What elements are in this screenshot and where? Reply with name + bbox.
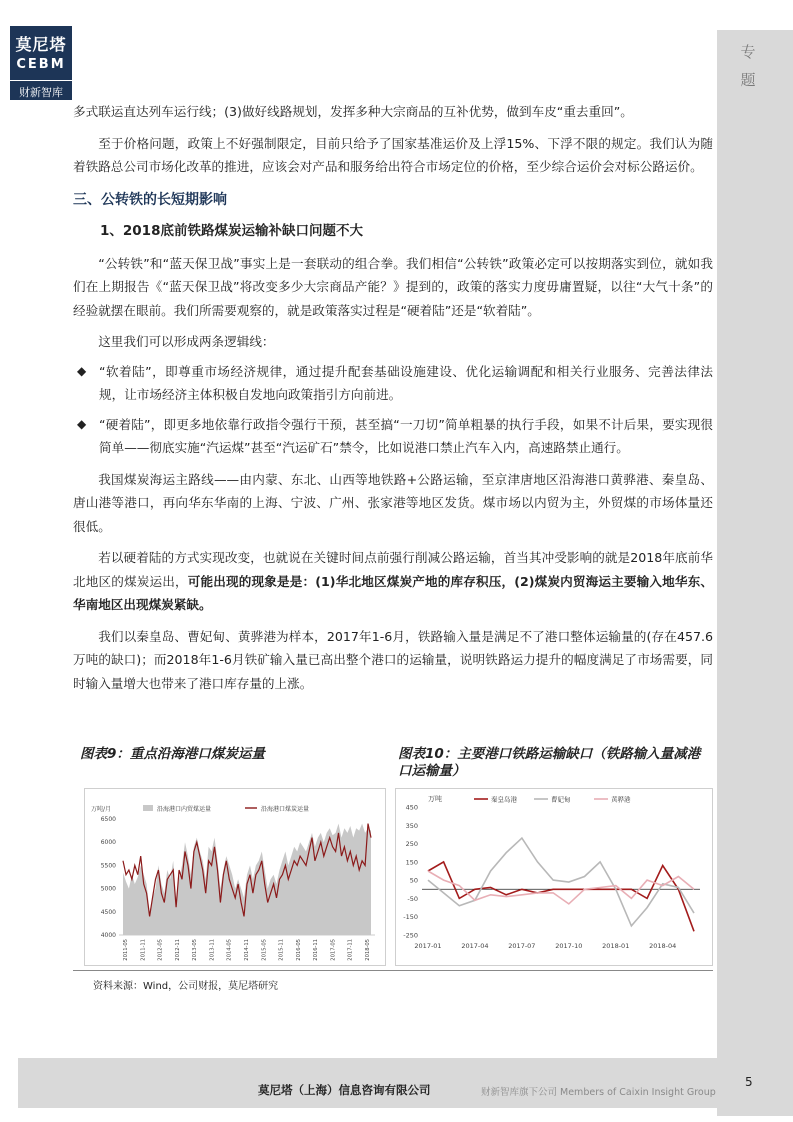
y-tick-label: -250	[403, 931, 418, 940]
chart-rail-gap	[395, 788, 713, 966]
footer	[18, 1058, 717, 1108]
figure-10-title: 图表10：主要港口铁路运输缺口（铁路输入量减港口运输量）	[398, 746, 701, 779]
y-tick-label: -150	[403, 913, 418, 922]
legend-label: 沿海港口煤炭运量	[261, 806, 310, 813]
legend-label: 黄骅港	[611, 795, 631, 804]
y-tick-label: -50	[407, 894, 418, 903]
page-number: 5	[745, 1075, 753, 1089]
side-tab-label: 专题	[740, 43, 756, 89]
section-heading: 三、公转铁的长短期影响	[73, 191, 227, 208]
x-tick-label: 2016-11	[313, 939, 320, 961]
x-tick-label: 2012-05	[157, 939, 164, 961]
chart-coal-volume-svg	[85, 789, 385, 965]
legend-label: 秦皇岛港	[491, 795, 517, 804]
x-tick-label: 2013-05	[192, 939, 199, 961]
x-tick-label: 2018-05	[365, 939, 371, 961]
y-tick-label: 250	[405, 840, 418, 849]
x-tick-label: 2014-11	[244, 939, 250, 961]
paragraph	[73, 546, 713, 617]
report-body	[73, 100, 713, 695]
x-tick-label: 2018-01	[602, 942, 630, 950]
unit-label: 万吨/月	[91, 806, 112, 813]
logo-name: 莫尼塔	[15, 35, 67, 54]
figure-9-title: 图表9：重点沿海港口煤炭运量	[80, 746, 265, 762]
y-tick-label: 450	[405, 803, 418, 812]
x-tick-label: 2011-11	[140, 939, 147, 961]
legend-label: 曹妃甸	[551, 795, 571, 804]
x-tick-label: 2011-05	[123, 939, 129, 961]
bullet-text: “硬着陆”，即更多地依靠行政指令强行干预，甚至搞“一刀切”简单粗暴的执行手段，如果不计后果，要实现很简单——彻底实施“汽运煤”甚至“汽运矿石”禁令，比如说港口禁止汽车入内，高速路禁止通行。	[99, 416, 713, 455]
bullet-item	[73, 360, 713, 407]
y-tick-label: 350	[405, 821, 418, 830]
logo-sub: 财新智库	[10, 80, 72, 100]
paragraph-text: 若以硬着陆的方式实现改变，也就说在关键时间点前强行削减公路运输，首当其冲受影响的就是2018年底前华北地区的煤炭运出，	[73, 550, 713, 589]
x-tick-label: 2017-01	[414, 942, 442, 950]
bullet-diamond-icon: ◆	[77, 363, 87, 378]
side-tab	[717, 30, 793, 106]
x-tick-label: 2017-04	[461, 942, 489, 950]
x-tick-label: 2015-11	[278, 939, 285, 961]
bullet-item	[73, 413, 713, 460]
chart-rail-gap-svg	[396, 789, 712, 965]
logo-brand: CEBM	[16, 57, 66, 72]
x-tick-label: 2016-05	[295, 939, 302, 961]
y-tick-label: 6000	[100, 839, 116, 847]
y-tick-label: 5000	[100, 885, 116, 893]
source-divider	[73, 970, 713, 971]
paragraph: 我国煤炭海运主路线——由内蒙、东北、山西等地铁路+公路运输，至京津唐地区沿海港口黄骅港、秦皇岛、唐山港等港口，再向华东华南的上海、宁波、广州、张家港等地区发货。煤市场以内贸为主，外贸煤的市场体量还很低。	[73, 471, 713, 534]
y-tick-label: 4500	[100, 908, 116, 916]
x-tick-label: 2015-05	[261, 939, 268, 961]
x-tick-label: 2017-07	[508, 942, 536, 950]
paragraph: 至于价格问题，政策上不好强制限定，目前只给予了国家基准运价及上浮15%、下浮不限的规定。我们认为随着铁路总公司市场化改革的推进，应该会对产品和服务给出符合市场定位的价格，至少综合运价会对标公路运价。	[73, 135, 713, 174]
x-tick-label: 2013-11	[209, 939, 216, 961]
y-tick-label: 6500	[100, 816, 116, 823]
paragraph: 我们以秦皇岛、曹妃甸、黄骅港为样本，2017年1-6月，铁路输入量是满足不了港口整体运输量的(存在457.6万吨的缺口)；而2018年1-6月铁矿输入量已高出整个港口的运输量，说明铁路运力提升的幅度满足了市场需要，同时输入量增大也带来了港口库存量的上涨。	[73, 628, 713, 691]
x-tick-label: 2017-10	[555, 942, 583, 950]
y-tick-label: 50	[409, 876, 418, 885]
footer-member: 财新智库旗下公司 Members of Caixin Insight Group	[481, 1087, 716, 1098]
side-strip	[717, 106, 793, 1116]
logo	[10, 26, 72, 100]
y-tick-label: 5500	[100, 862, 116, 870]
source-note: 资料来源：Wind，公司财报，莫尼塔研究	[93, 981, 279, 992]
paragraph: 这里我们可以形成两条逻辑线：	[98, 334, 275, 349]
subsection-heading: 1、2018底前铁路煤炭运输补缺口问题不大	[100, 223, 363, 239]
paragraph: 多式联运直达列车运行线；(3)做好线路规划，发挥多种大宗商品的互补优势，做到车皮“重去重回”。	[73, 104, 633, 119]
y-tick-label: 150	[405, 858, 418, 867]
x-tick-label: 2017-05	[330, 939, 337, 961]
series-line	[428, 871, 694, 904]
bullet-text: “软着陆”，即尊重市场经济规律，通过提升配套基础设施建设、优化运输调配和相关行业服务、完善法律法规，让市场经济主体积极自发地向政策指引方向前进。	[99, 363, 713, 402]
unit-label: 万吨	[428, 795, 442, 803]
paragraph: “公转铁”和“蓝天保卫战”事实上是一套联动的组合拳。我们相信“公转铁”政策必定可以按期落实到位，就如我们在上期报告《“蓝天保卫战”将改变多少大宗商品产能？》提到的，政策的落实力度毋庸置疑，以往“大气十条”的经验就摆在眼前。我们所需要观察的，就是政策落实过程是“硬着陆”还是“软着陆”。	[73, 255, 713, 318]
bullet-diamond-icon: ◆	[77, 416, 87, 431]
legend-label: 沿海港口内贸煤运量	[157, 806, 212, 813]
paragraph-emphasis: 可能出现的现象是是：(1)华北地区煤炭产地的库存积压，(2)煤炭内贸海运主要输入地华东、华南地区出现煤炭紧缺。	[73, 573, 713, 612]
chart-coal-volume	[84, 788, 386, 966]
legend-swatch	[143, 805, 153, 811]
y-tick-label: 4000	[100, 932, 116, 939]
x-tick-label: 2014-05	[226, 939, 233, 961]
x-tick-label: 2018-04	[649, 942, 677, 950]
x-tick-label: 2017-11	[347, 939, 354, 961]
footer-company: 莫尼塔（上海）信息咨询有限公司	[258, 1083, 431, 1097]
x-tick-label: 2012-11	[174, 939, 181, 961]
